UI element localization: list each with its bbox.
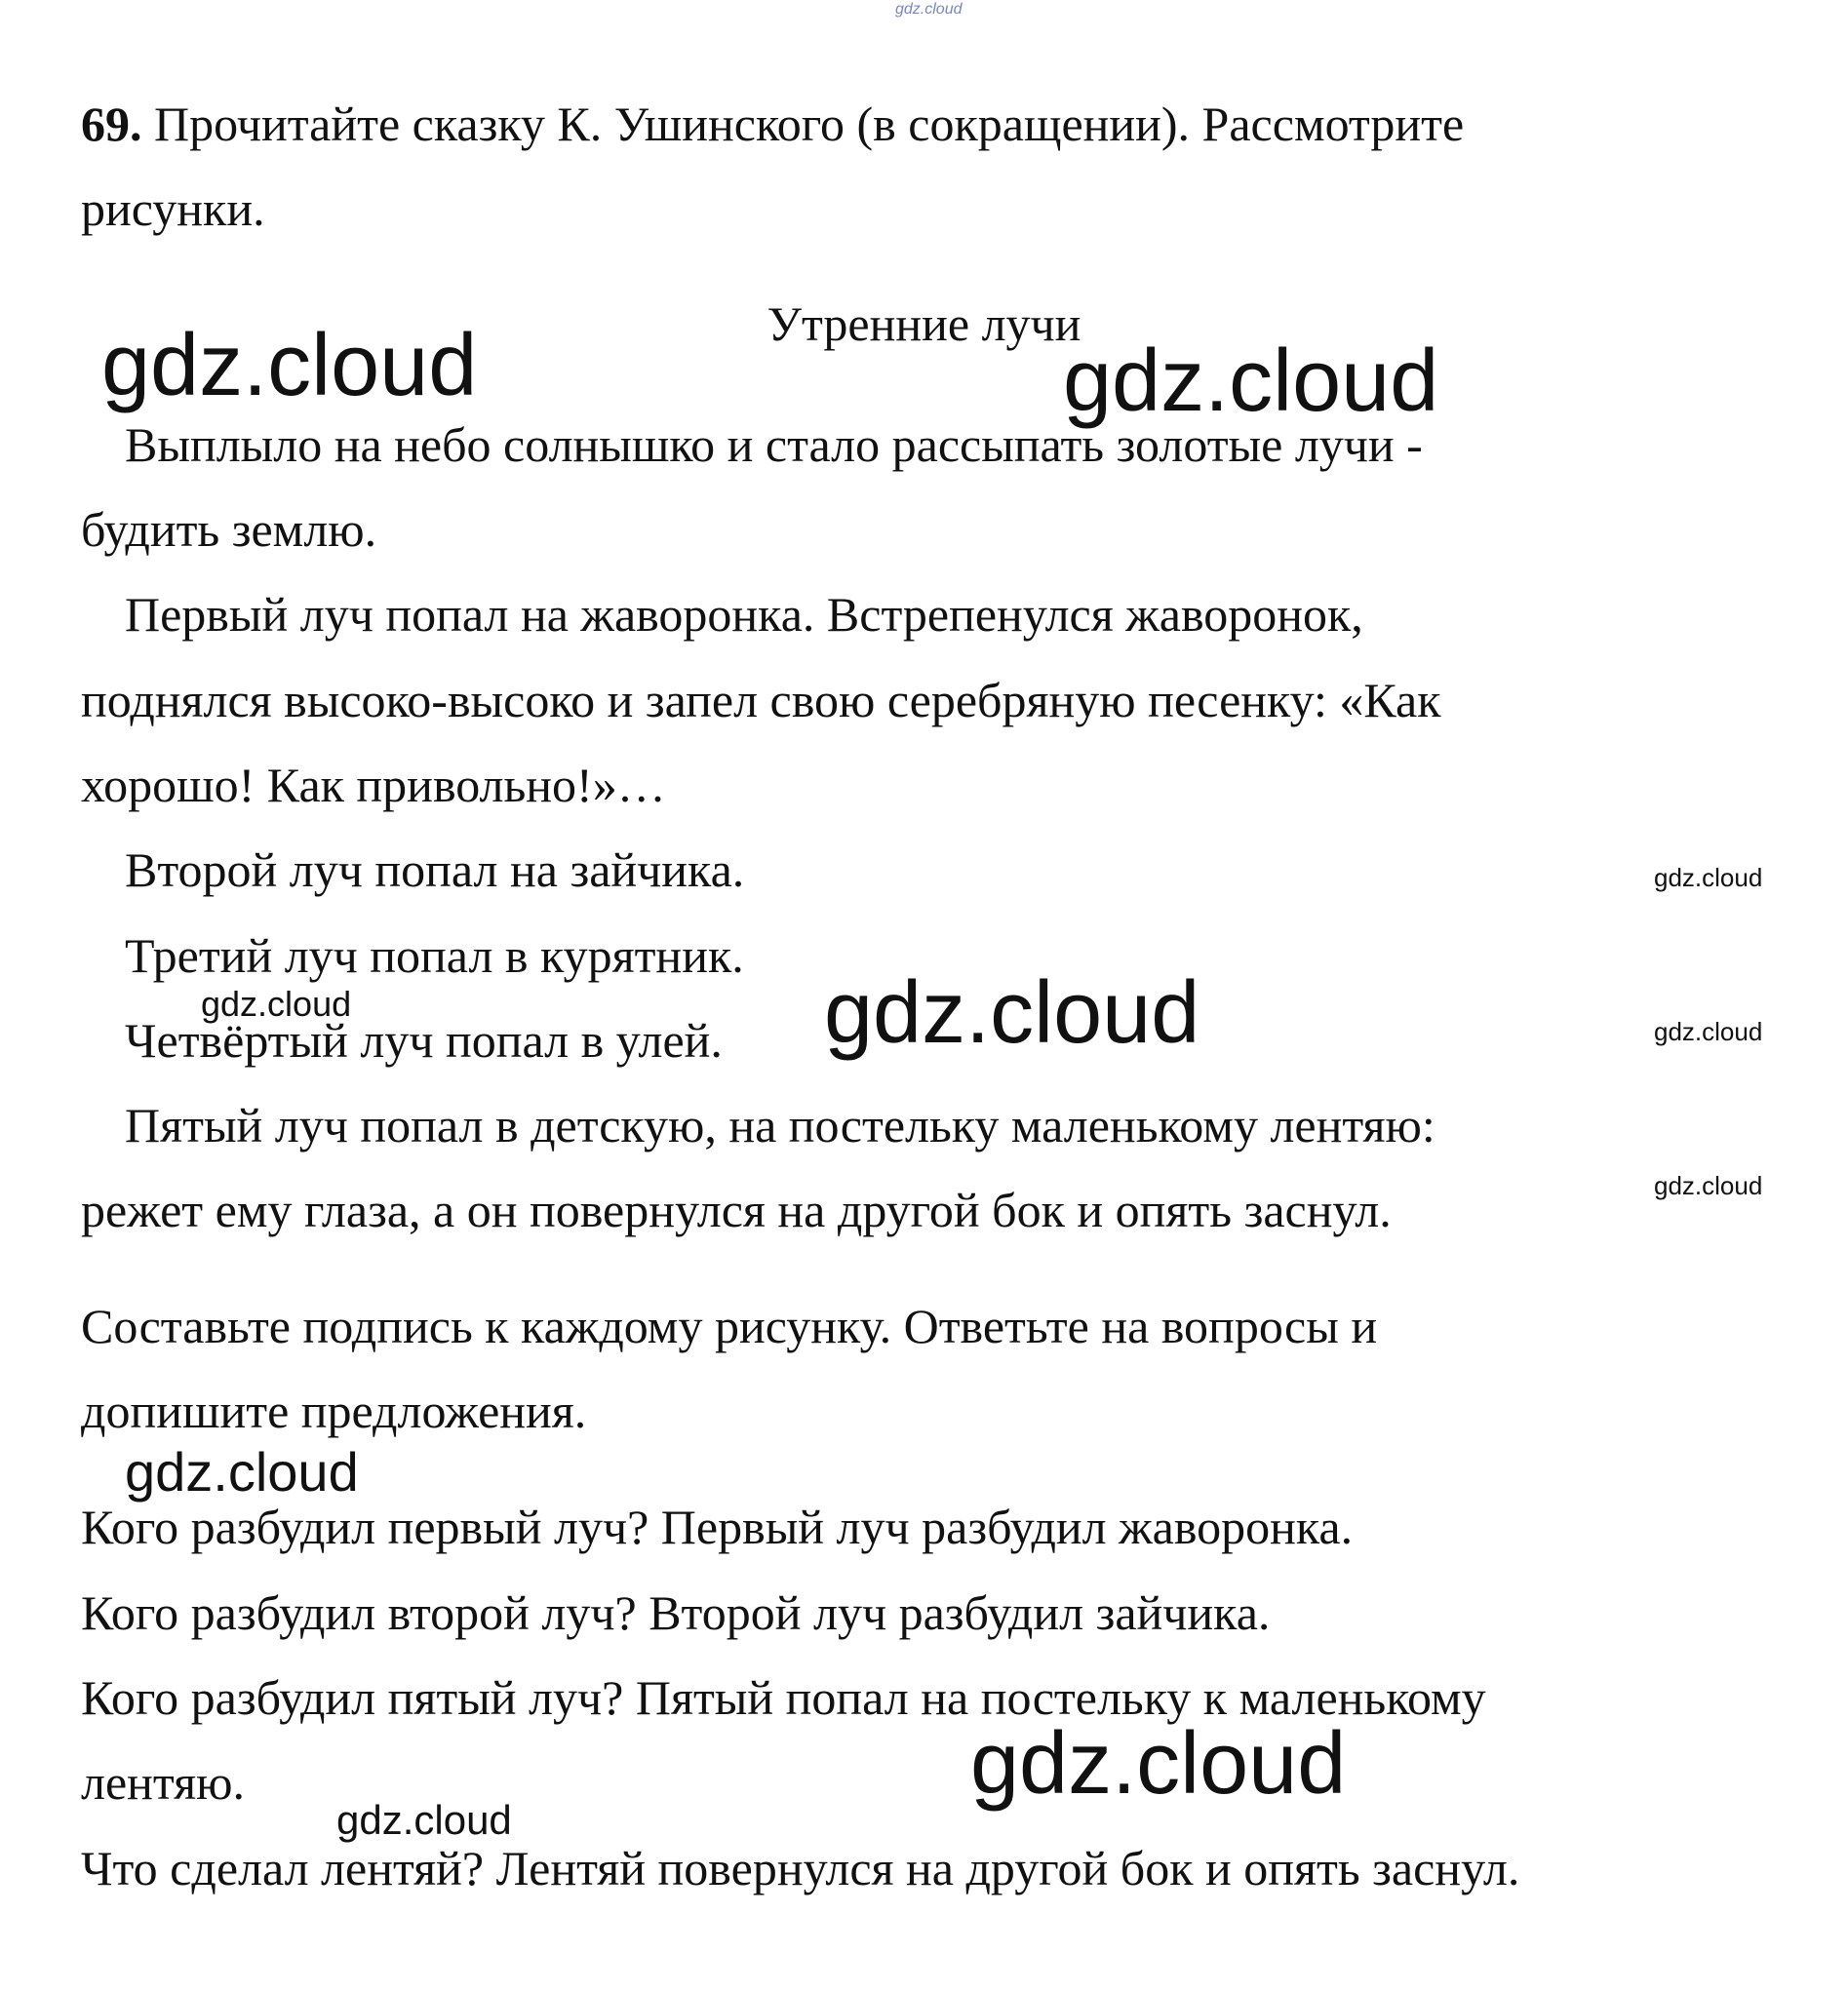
story-line: будить землю. (81, 502, 377, 557)
watermark: gdz.cloud (1654, 863, 1763, 892)
story-line: Выплыло на небо солнышко и стало рассыпать золотые лучи - (125, 417, 1423, 472)
story-line: Второй луч попал на зайчика. (125, 842, 745, 897)
story-line: Третий луч попал в курятник. (125, 928, 744, 983)
answer-line: Кого разбудил первый луч? Первый луч разбудил жаворонка. (81, 1500, 1354, 1554)
task-line: допишите предложения. (81, 1384, 587, 1438)
watermark: gdz.cloud (1654, 1017, 1763, 1046)
exercise-heading (81, 95, 1464, 153)
watermark: gdz.cloud (895, 1, 963, 18)
watermark: gdz.cloud (101, 317, 478, 414)
story-line: Первый луч попал на жаворонка. Встрепенулся жаворонок, (125, 587, 1363, 642)
watermark: gdz.cloud (970, 1715, 1347, 1813)
watermark: gdz.cloud (824, 964, 1200, 1062)
story-line: Пятый луч попал в детскую, на постельку маленькому лентяю: (125, 1098, 1435, 1152)
watermark: gdz.cloud (1654, 1171, 1763, 1200)
answer-line: Кого разбудил второй луч? Второй луч разбудил зайчика. (81, 1585, 1271, 1640)
answer-line: Что сделал лентяй? Лентяй повернулся на другой бок и опять заснул. (81, 1841, 1520, 1895)
story-line: Четвёртый луч попал в улей. (125, 1013, 723, 1068)
exercise-instruction-cont: рисунки. (81, 181, 265, 236)
story-line: поднялся высоко-высоко и запел свою серебряную песенку: «Как (81, 673, 1441, 727)
story-title: Утренние лучи (767, 296, 1081, 351)
watermark: gdz.cloud (125, 1441, 359, 1503)
watermark: gdz.cloud (336, 1797, 512, 1843)
task-line: Составьте подпись к каждому рисунку. Ответьте на вопросы и (81, 1299, 1378, 1353)
watermark: gdz.cloud (201, 984, 352, 1024)
answer-line: лентяю. (81, 1755, 245, 1810)
watermark: gdz.cloud (1063, 332, 1439, 430)
exercise-instruction: Прочитайте сказку К. Ушинского (в сокращении). Рассмотрите (141, 97, 1465, 151)
story-line: режет ему глаза, а он повернулся на другой бок и опять заснул. (81, 1183, 1392, 1237)
story-line: хорошо! Как привольно!»… (81, 758, 666, 812)
answer-line: Кого разбудил пятый луч? Пятый попал на постельку к маленькому (81, 1670, 1486, 1725)
exercise-number: 69. (81, 97, 142, 151)
